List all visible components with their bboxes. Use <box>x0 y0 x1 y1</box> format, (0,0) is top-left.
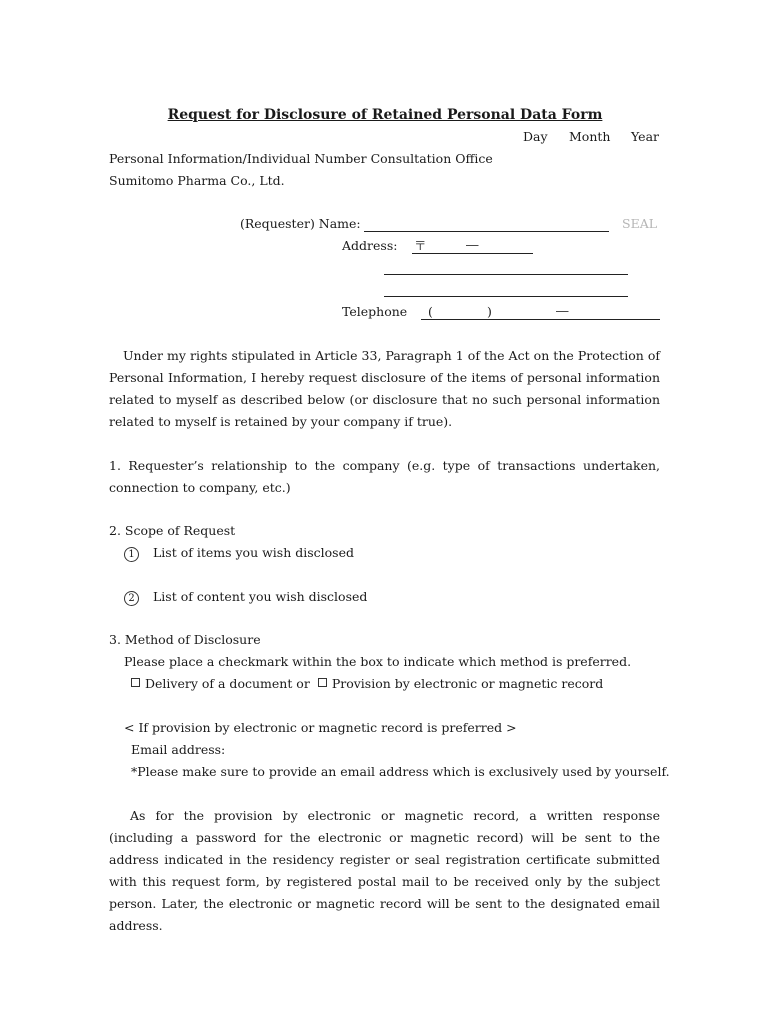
postal-code-field[interactable] <box>412 253 533 254</box>
recipient-company: Sumitomo Pharma Co., Ltd. <box>109 173 285 188</box>
tel-dash: ― <box>556 303 569 318</box>
section-1-text: 1. Requester’s relationship to the company (e.g. type of transactions undertaken, connection to company, etc.) <box>109 458 660 495</box>
section-3-heading: 3. Method of Disclosure <box>109 632 261 647</box>
postal-mark: 〒 <box>414 238 427 253</box>
date-day-label: Day <box>523 129 548 144</box>
intro-paragraph: Under my rights stipulated in Article 33, Paragraph 1 of the Act on the Protection of Personal Information, I hereby request disclosure of the items of personal information related to myself as described below (or disclosure that no such personal information related to myself is retained by your company if true). <box>109 348 660 429</box>
date-month-label: Month <box>569 129 611 144</box>
electronic-heading: < If provision by electronic or magnetic record is preferred > <box>124 720 517 735</box>
telephone-field[interactable] <box>421 319 660 320</box>
telephone-label: Telephone <box>342 304 408 319</box>
email-note: *Please make sure to provide an email address which is exclusively used by yourself. <box>131 764 670 779</box>
electronic-checkbox[interactable] <box>318 678 327 687</box>
document-checkbox[interactable] <box>131 678 140 687</box>
recipient-office: Personal Information/Individual Number Consultation Office <box>109 151 493 166</box>
document-option-label: Delivery of a document or <box>145 676 310 691</box>
circled-number-1: 1 <box>124 547 139 562</box>
method-instruction: Please place a checkmark within the box to indicate which method is preferred. <box>124 654 632 669</box>
section-2-heading: 2. Scope of Request <box>109 523 236 538</box>
tel-close-paren: ) <box>487 304 492 319</box>
date-year-label: Year <box>631 129 659 144</box>
tel-open-paren: ( <box>428 304 433 319</box>
address-line-1-field[interactable] <box>384 274 628 275</box>
requester-name-field[interactable] <box>364 231 609 232</box>
electronic-option-label: Provision by electronic or magnetic record <box>331 676 604 691</box>
scope-item-1 <box>124 545 354 562</box>
scope-item-1-label: List of items you wish disclosed <box>153 545 354 560</box>
address-line-2-field[interactable] <box>384 296 628 297</box>
method-options <box>131 676 603 692</box>
requester-name-label: (Requester) Name: <box>240 216 361 231</box>
form-title: Request for Disclosure of Retained Personal Data Form <box>167 107 603 123</box>
email-label: Email address: <box>131 742 226 757</box>
closing-paragraph: As for the provision by electronic or magnetic record, a written response (including a password for the electronic or magnetic record) will be sent to the address indicated in the residency register or seal registration certificate submitted with this request form, by registered postal mail to be received only by the subject person. Later, the electronic or magnetic record will be sent to the designated email address. <box>109 808 660 933</box>
postal-dash: ― <box>466 237 479 252</box>
seal-placeholder: SEAL <box>622 216 658 231</box>
scope-item-2 <box>124 589 367 606</box>
address-label: Address: <box>342 238 398 253</box>
circled-number-2: 2 <box>124 591 139 606</box>
scope-item-2-label: List of content you wish disclosed <box>153 589 368 604</box>
